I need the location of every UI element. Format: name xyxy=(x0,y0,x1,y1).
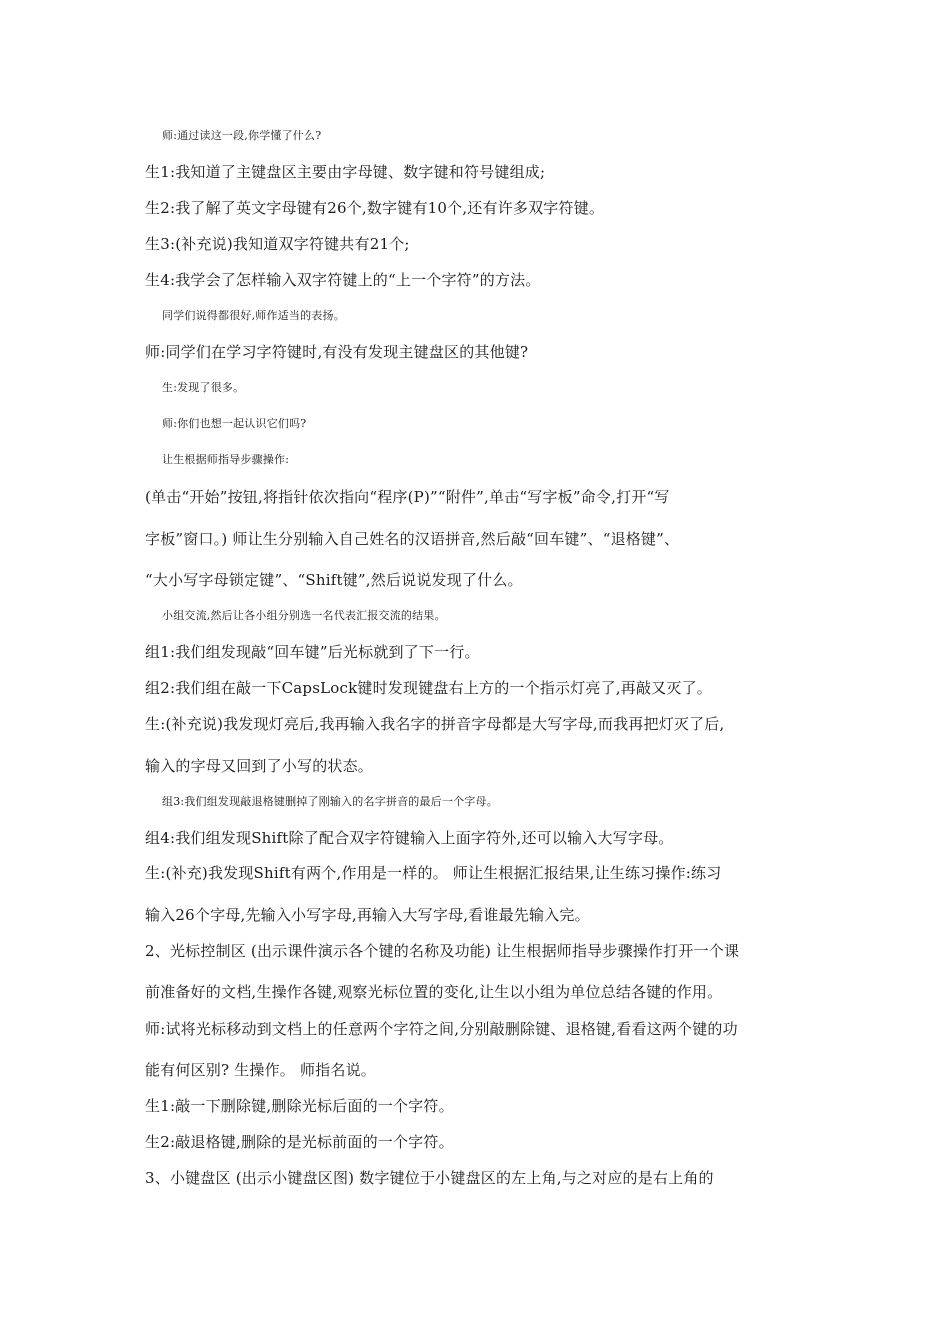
text-line: 组1:我们组发现敲“回车键”后光标就到了下一行。 xyxy=(145,643,480,661)
text-line: 组3:我们组发现敲退格键删掉了刚输入的名字拼音的最后一个字母。 xyxy=(162,795,498,808)
text-line: 小组交流,然后让各小组分别选一名代表汇报交流的结果。 xyxy=(162,609,446,622)
text-line: 2、光标控制区 (出示课件演示各个键的名称及功能) 让生根据师指导步骤操作打开一个课 xyxy=(145,942,740,960)
text-line: 字板”窗口。) 师让生分别输入自己姓名的汉语拼音,然后敲“回车键”、“退格键”、 xyxy=(145,530,680,548)
text-line: 师:你们也想一起认识它们吗? xyxy=(162,417,307,430)
text-line: 师:试将光标移动到文档上的任意两个字符之间,分别敲删除键、退格键,看看这两个键的功 xyxy=(145,1020,738,1038)
text-line: 输入的字母又回到了小写的状态。 xyxy=(145,757,374,775)
text-line: 前准备好的文档,生操作各键,观察光标位置的变化,让生以小组为单位总结各键的作用。 xyxy=(145,983,723,1001)
text-line: “大小写字母锁定键”、“Shift键”,然后说说发现了什么。 xyxy=(145,571,523,589)
text-line: 能有何区别? 生操作。 师指名说。 xyxy=(145,1061,376,1079)
text-line: 组2:我们组在敲一下CapsLock键时发现键盘右上方的一个指示灯亮了,再敲又灭了。 xyxy=(145,679,712,697)
text-line: 让生根据师指导步骤操作: xyxy=(162,453,290,466)
text-line: (单击“开始”按钮,将指针依次指向“程序(P)”“附件”,单击“写字板”命令,打开“写 xyxy=(145,488,670,506)
text-line: 生1:我知道了主键盘区主要由字母键、数字键和符号键组成; xyxy=(145,163,546,181)
text-line: 生1:敲一下删除键,删除光标后面的一个字符。 xyxy=(145,1097,454,1115)
text-line: 生3:(补充说)我知道双字符键共有21个; xyxy=(145,235,410,253)
text-line: 生:(补充)我发现Shift有两个,作用是一样的。 师让生根据汇报结果,让生练习操作:练习 xyxy=(145,864,722,882)
text-line: 师:同学们在学习字符键时,有没有发现主键盘区的其他键? xyxy=(145,343,529,361)
text-line: 同学们说得都很好,师作适当的表扬。 xyxy=(162,309,345,322)
text-line: 3、小键盘区 (出示小键盘区图) 数字键位于小键盘区的左上角,与之对应的是右上角的 xyxy=(145,1169,714,1187)
text-line: 组4:我们组发现Shift除了配合双字符键输入上面字符外,还可以输入大写字母。 xyxy=(145,829,674,847)
text-line: 生:发现了很多。 xyxy=(162,381,245,394)
text-line: 生2:我了解了英文字母键有26个,数字键有10个,还有许多双字符键。 xyxy=(145,199,605,217)
text-line: 师:通过读这一段,你学懂了什么? xyxy=(162,129,322,142)
text-line: 生4:我学会了怎样输入双字符键上的“上一个字符”的方法。 xyxy=(145,271,541,289)
text-line: 输入26个字母,先输入小写字母,再输入大写字母,看谁最先输入完。 xyxy=(145,906,590,924)
text-line: 生2:敲退格键,删除的是光标前面的一个字符。 xyxy=(145,1133,454,1151)
text-line: 生:(补充说)我发现灯亮后,我再输入我名字的拼音字母都是大写字母,而我再把灯灭了后, xyxy=(145,715,725,733)
